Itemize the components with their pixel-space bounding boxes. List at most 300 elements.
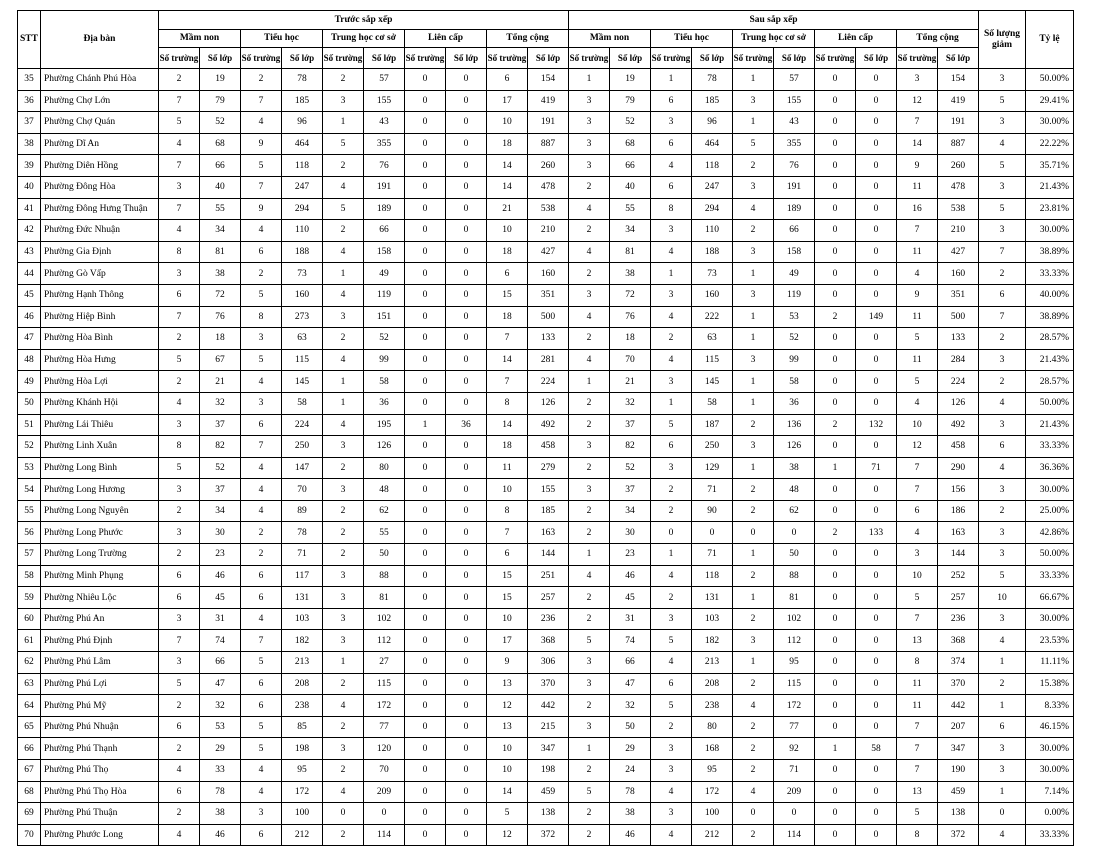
table-cell: 2 bbox=[569, 760, 610, 782]
table-cell: 155 bbox=[364, 90, 405, 112]
table-cell: 80 bbox=[364, 457, 405, 479]
table-cell: 3 bbox=[569, 112, 610, 134]
table-cell: 36 bbox=[364, 392, 405, 414]
table-cell: 0 bbox=[815, 824, 856, 846]
table-cell: 6 bbox=[651, 176, 692, 198]
table-cell: 0 bbox=[405, 630, 446, 652]
table-cell: 115 bbox=[774, 673, 815, 695]
table-cell: 2 bbox=[159, 371, 200, 393]
table-cell: 2 bbox=[733, 716, 774, 738]
table-cell: 7 bbox=[159, 306, 200, 328]
table-cell: 0 bbox=[446, 781, 487, 803]
table-row bbox=[18, 220, 1074, 242]
ward-name-cell: Phường Phú Thọ bbox=[41, 760, 159, 782]
table-cell: 0 bbox=[815, 673, 856, 695]
table-cell: 0 bbox=[446, 349, 487, 371]
table-cell: 2 bbox=[323, 69, 364, 91]
table-cell: 0 bbox=[446, 198, 487, 220]
table-cell: 4 bbox=[323, 241, 364, 263]
ward-name-cell: Phường Diên Hồng bbox=[41, 155, 159, 177]
rate-cell: 30.00% bbox=[1026, 220, 1074, 242]
ward-name-cell: Phường Linh Xuân bbox=[41, 436, 159, 458]
ward-name-cell: Phường Đông Hòa bbox=[41, 176, 159, 198]
table-cell: 46 bbox=[610, 565, 651, 587]
table-cell: 2 bbox=[159, 803, 200, 825]
table-cell: 2 bbox=[733, 414, 774, 436]
header-before: Trước sắp xếp bbox=[159, 11, 569, 30]
table-row bbox=[18, 500, 1074, 522]
table-cell: 7 bbox=[897, 608, 938, 630]
table-cell: 12 bbox=[897, 90, 938, 112]
table-cell: 2 bbox=[241, 69, 282, 91]
table-cell: 78 bbox=[282, 69, 323, 91]
table-cell: 3 bbox=[569, 133, 610, 155]
table-cell: 2 bbox=[733, 760, 774, 782]
table-cell: 0 bbox=[446, 716, 487, 738]
table-cell: 29 bbox=[200, 738, 241, 760]
row-number-cell: 64 bbox=[18, 695, 41, 717]
table-row bbox=[18, 284, 1074, 306]
table-cell: 156 bbox=[938, 479, 979, 501]
row-number-cell: 44 bbox=[18, 263, 41, 285]
table-cell: 14 bbox=[487, 781, 528, 803]
table-cell: 2 bbox=[241, 263, 282, 285]
header-after-multilevel: Liên cấp bbox=[815, 30, 897, 48]
table-cell: 4 bbox=[651, 241, 692, 263]
row-number-cell: 55 bbox=[18, 500, 41, 522]
table-cell: 7 bbox=[487, 522, 528, 544]
table-cell: 5 bbox=[159, 112, 200, 134]
table-cell: 5 bbox=[241, 738, 282, 760]
table-cell: 6 bbox=[651, 673, 692, 695]
table-cell: 2 bbox=[733, 738, 774, 760]
table-cell: 3 bbox=[323, 608, 364, 630]
table-cell: 213 bbox=[692, 652, 733, 674]
table-cell: 38 bbox=[610, 803, 651, 825]
table-cell: 459 bbox=[528, 781, 569, 803]
subheader-classes: Số lớp bbox=[856, 48, 897, 69]
header-after-total: Tổng cộng bbox=[897, 30, 979, 48]
table-cell: 1 bbox=[323, 371, 364, 393]
table-cell: 52 bbox=[364, 328, 405, 350]
ward-name-cell: Phường Hạnh Thông bbox=[41, 284, 159, 306]
rate-cell: 21.43% bbox=[1026, 414, 1074, 436]
table-cell: 198 bbox=[282, 738, 323, 760]
table-cell: 11 bbox=[897, 695, 938, 717]
table-cell: 155 bbox=[528, 479, 569, 501]
table-cell: 0 bbox=[446, 263, 487, 285]
table-cell: 3 bbox=[323, 479, 364, 501]
rate-cell: 29.41% bbox=[1026, 90, 1074, 112]
table-cell: 66 bbox=[200, 652, 241, 674]
table-cell: 189 bbox=[774, 198, 815, 220]
table-cell: 0 bbox=[405, 652, 446, 674]
table-cell: 1 bbox=[733, 263, 774, 285]
subheader-schools: Số trường bbox=[569, 48, 610, 69]
table-cell: 3 bbox=[733, 349, 774, 371]
table-row bbox=[18, 608, 1074, 630]
table-cell: 88 bbox=[364, 565, 405, 587]
table-cell: 6 bbox=[159, 565, 200, 587]
table-cell: 3 bbox=[159, 522, 200, 544]
decrease-cell: 3 bbox=[979, 760, 1026, 782]
table-cell: 126 bbox=[938, 392, 979, 414]
table-cell: 31 bbox=[610, 608, 651, 630]
table-cell: 0 bbox=[446, 241, 487, 263]
table-cell: 34 bbox=[610, 220, 651, 242]
table-cell: 3 bbox=[733, 90, 774, 112]
table-cell: 57 bbox=[364, 69, 405, 91]
table-cell: 18 bbox=[487, 133, 528, 155]
table-cell: 260 bbox=[528, 155, 569, 177]
table-cell: 2 bbox=[569, 414, 610, 436]
table-cell: 15 bbox=[487, 587, 528, 609]
row-number-cell: 54 bbox=[18, 479, 41, 501]
table-cell: 136 bbox=[774, 414, 815, 436]
ward-name-cell: Phường Lái Thiêu bbox=[41, 414, 159, 436]
table-cell: 38 bbox=[774, 457, 815, 479]
table-cell: 0 bbox=[446, 306, 487, 328]
table-cell: 0 bbox=[774, 522, 815, 544]
decrease-cell: 2 bbox=[979, 263, 1026, 285]
table-cell: 126 bbox=[528, 392, 569, 414]
table-cell: 3 bbox=[159, 608, 200, 630]
table-cell: 0 bbox=[856, 349, 897, 371]
table-cell: 117 bbox=[282, 565, 323, 587]
table-cell: 2 bbox=[569, 176, 610, 198]
table-cell: 290 bbox=[938, 457, 979, 479]
table-cell: 0 bbox=[405, 90, 446, 112]
table-cell: 66 bbox=[200, 155, 241, 177]
ward-name-cell: Phường Phước Long bbox=[41, 824, 159, 846]
table-cell: 6 bbox=[159, 781, 200, 803]
table-cell: 10 bbox=[897, 414, 938, 436]
table-row bbox=[18, 436, 1074, 458]
row-number-cell: 39 bbox=[18, 155, 41, 177]
rate-cell: 35.71% bbox=[1026, 155, 1074, 177]
table-cell: 129 bbox=[692, 457, 733, 479]
rate-cell: 40.00% bbox=[1026, 284, 1074, 306]
table-cell: 23 bbox=[610, 544, 651, 566]
table-cell: 3 bbox=[159, 263, 200, 285]
table-cell: 0 bbox=[446, 824, 487, 846]
table-cell: 11 bbox=[897, 241, 938, 263]
table-cell: 7 bbox=[241, 90, 282, 112]
table-cell: 3 bbox=[897, 544, 938, 566]
table-cell: 8 bbox=[487, 392, 528, 414]
ward-name-cell: Phường Đông Hưng Thuận bbox=[41, 198, 159, 220]
table-cell: 4 bbox=[241, 608, 282, 630]
table-cell: 0 bbox=[405, 716, 446, 738]
table-cell: 5 bbox=[159, 673, 200, 695]
subheader-schools: Số trường bbox=[815, 48, 856, 69]
table-cell: 0 bbox=[815, 69, 856, 91]
table-cell: 4 bbox=[241, 371, 282, 393]
decrease-cell: 10 bbox=[979, 587, 1026, 609]
table-cell: 224 bbox=[938, 371, 979, 393]
table-cell: 0 bbox=[446, 565, 487, 587]
table-cell: 6 bbox=[897, 500, 938, 522]
table-cell: 2 bbox=[323, 155, 364, 177]
table-cell: 0 bbox=[405, 155, 446, 177]
table-cell: 4 bbox=[323, 349, 364, 371]
decrease-cell: 1 bbox=[979, 695, 1026, 717]
table-cell: 0 bbox=[856, 241, 897, 263]
table-cell: 0 bbox=[446, 587, 487, 609]
subheader-schools: Số trường bbox=[733, 48, 774, 69]
ward-name-cell: Phường Phú Nhuận bbox=[41, 716, 159, 738]
table-cell: 17 bbox=[487, 630, 528, 652]
table-cell: 10 bbox=[487, 112, 528, 134]
table-cell: 2 bbox=[323, 673, 364, 695]
table-cell: 2 bbox=[241, 544, 282, 566]
ward-name-cell: Phường Phú Thạnh bbox=[41, 738, 159, 760]
table-cell: 0 bbox=[405, 306, 446, 328]
table-cell: 0 bbox=[405, 500, 446, 522]
table-cell: 247 bbox=[692, 176, 733, 198]
row-number-cell: 41 bbox=[18, 198, 41, 220]
table-cell: 9 bbox=[487, 652, 528, 674]
table-row bbox=[18, 90, 1074, 112]
ward-name-cell: Phường Phú Thuận bbox=[41, 803, 159, 825]
table-cell: 0 bbox=[856, 479, 897, 501]
subheader-classes: Số lớp bbox=[364, 48, 405, 69]
table-cell: 66 bbox=[364, 220, 405, 242]
table-cell: 887 bbox=[938, 133, 979, 155]
table-cell: 172 bbox=[364, 695, 405, 717]
table-cell: 7 bbox=[241, 630, 282, 652]
table-cell: 151 bbox=[364, 306, 405, 328]
row-number-cell: 60 bbox=[18, 608, 41, 630]
table-cell: 8 bbox=[159, 241, 200, 263]
decrease-cell: 1 bbox=[979, 781, 1026, 803]
table-cell: 7 bbox=[897, 716, 938, 738]
table-cell: 71 bbox=[282, 544, 323, 566]
rate-cell: 25.00% bbox=[1026, 500, 1074, 522]
table-cell: 119 bbox=[364, 284, 405, 306]
table-cell: 52 bbox=[774, 328, 815, 350]
table-cell: 2 bbox=[569, 824, 610, 846]
table-cell: 50 bbox=[610, 716, 651, 738]
table-cell: 6 bbox=[651, 436, 692, 458]
table-cell: 5 bbox=[897, 587, 938, 609]
table-cell: 3 bbox=[569, 479, 610, 501]
table-cell: 0 bbox=[815, 220, 856, 242]
table-cell: 1 bbox=[733, 652, 774, 674]
row-number-cell: 58 bbox=[18, 565, 41, 587]
ward-name-cell: Phường Dĩ An bbox=[41, 133, 159, 155]
table-cell: 2 bbox=[569, 220, 610, 242]
table-cell: 185 bbox=[692, 90, 733, 112]
table-cell: 2 bbox=[569, 392, 610, 414]
table-cell: 37 bbox=[200, 479, 241, 501]
table-cell: 12 bbox=[487, 695, 528, 717]
table-cell: 4 bbox=[159, 133, 200, 155]
table-cell: 9 bbox=[241, 198, 282, 220]
table-cell: 3 bbox=[323, 90, 364, 112]
table-cell: 1 bbox=[733, 69, 774, 91]
table-cell: 82 bbox=[610, 436, 651, 458]
decrease-cell: 2 bbox=[979, 328, 1026, 350]
subheader-classes: Số lớp bbox=[446, 48, 487, 69]
table-cell: 1 bbox=[815, 738, 856, 760]
table-cell: 260 bbox=[938, 155, 979, 177]
table-cell: 3 bbox=[323, 738, 364, 760]
table-cell: 224 bbox=[528, 371, 569, 393]
table-row bbox=[18, 328, 1074, 350]
table-cell: 5 bbox=[569, 781, 610, 803]
ward-name-cell: Phường Chợ Quán bbox=[41, 112, 159, 134]
table-cell: 112 bbox=[364, 630, 405, 652]
rate-cell: 38.89% bbox=[1026, 241, 1074, 263]
rate-cell: 22.22% bbox=[1026, 133, 1074, 155]
header-before-preschool: Mầm non bbox=[159, 30, 241, 48]
table-row bbox=[18, 263, 1074, 285]
table-cell: 10 bbox=[897, 565, 938, 587]
header-after-primary: Tiểu học bbox=[651, 30, 733, 48]
table-cell: 0 bbox=[405, 608, 446, 630]
row-number-cell: 65 bbox=[18, 716, 41, 738]
table-cell: 126 bbox=[364, 436, 405, 458]
table-cell: 3 bbox=[569, 436, 610, 458]
table-cell: 46 bbox=[200, 565, 241, 587]
table-cell: 158 bbox=[364, 241, 405, 263]
table-cell: 492 bbox=[938, 414, 979, 436]
table-cell: 3 bbox=[733, 436, 774, 458]
table-cell: 14 bbox=[897, 133, 938, 155]
table-cell: 55 bbox=[610, 198, 651, 220]
table-cell: 0 bbox=[446, 673, 487, 695]
table-cell: 79 bbox=[610, 90, 651, 112]
table-cell: 0 bbox=[446, 133, 487, 155]
decrease-cell: 6 bbox=[979, 284, 1026, 306]
table-cell: 11 bbox=[487, 457, 528, 479]
table-cell: 0 bbox=[405, 133, 446, 155]
table-cell: 133 bbox=[938, 328, 979, 350]
table-cell: 0 bbox=[815, 176, 856, 198]
table-cell: 0 bbox=[815, 436, 856, 458]
table-cell: 1 bbox=[569, 544, 610, 566]
table-row bbox=[18, 673, 1074, 695]
table-cell: 160 bbox=[282, 284, 323, 306]
ward-name-cell: Phường Long Nguyên bbox=[41, 500, 159, 522]
table-cell: 0 bbox=[405, 112, 446, 134]
table-cell: 0 bbox=[856, 500, 897, 522]
row-number-cell: 45 bbox=[18, 284, 41, 306]
table-cell: 0 bbox=[856, 69, 897, 91]
table-cell: 3 bbox=[651, 738, 692, 760]
table-cell: 188 bbox=[282, 241, 323, 263]
table-cell: 0 bbox=[733, 522, 774, 544]
row-number-cell: 37 bbox=[18, 112, 41, 134]
table-cell: 222 bbox=[692, 306, 733, 328]
table-cell: 6 bbox=[241, 824, 282, 846]
table-cell: 132 bbox=[856, 414, 897, 436]
subheader-classes: Số lớp bbox=[938, 48, 979, 69]
table-cell: 95 bbox=[282, 760, 323, 782]
table-cell: 52 bbox=[200, 457, 241, 479]
table-cell: 160 bbox=[528, 263, 569, 285]
table-cell: 250 bbox=[282, 436, 323, 458]
table-cell: 3 bbox=[651, 371, 692, 393]
table-cell: 0 bbox=[446, 69, 487, 91]
rate-cell: 28.57% bbox=[1026, 328, 1074, 350]
table-cell: 7 bbox=[159, 90, 200, 112]
table-cell: 538 bbox=[938, 198, 979, 220]
table-cell: 5 bbox=[323, 198, 364, 220]
table-cell: 92 bbox=[774, 738, 815, 760]
table-cell: 182 bbox=[282, 630, 323, 652]
table-row bbox=[18, 760, 1074, 782]
table-cell: 0 bbox=[446, 371, 487, 393]
table-cell: 4 bbox=[897, 522, 938, 544]
rate-cell: 46.15% bbox=[1026, 716, 1074, 738]
ward-name-cell: Phường Phú An bbox=[41, 608, 159, 630]
subheader-schools: Số trường bbox=[487, 48, 528, 69]
table-cell: 0 bbox=[446, 328, 487, 350]
table-body bbox=[18, 69, 1074, 846]
table-cell: 7 bbox=[159, 198, 200, 220]
row-number-cell: 53 bbox=[18, 457, 41, 479]
table-cell: 5 bbox=[241, 716, 282, 738]
table-cell: 3 bbox=[159, 479, 200, 501]
table-cell: 46 bbox=[610, 824, 651, 846]
table-cell: 207 bbox=[938, 716, 979, 738]
table-cell: 77 bbox=[774, 716, 815, 738]
table-row bbox=[18, 69, 1074, 91]
table-cell: 210 bbox=[528, 220, 569, 242]
table-cell: 0 bbox=[815, 760, 856, 782]
decrease-cell: 3 bbox=[979, 522, 1026, 544]
table-cell: 14 bbox=[487, 349, 528, 371]
table-cell: 18 bbox=[610, 328, 651, 350]
table-cell: 0 bbox=[815, 587, 856, 609]
table-cell: 172 bbox=[692, 781, 733, 803]
table-cell: 0 bbox=[405, 479, 446, 501]
ward-name-cell: Phường Hòa Bình bbox=[41, 328, 159, 350]
table-cell: 13 bbox=[897, 781, 938, 803]
subheader-schools: Số trường bbox=[651, 48, 692, 69]
subheader-classes: Số lớp bbox=[692, 48, 733, 69]
table-cell: 45 bbox=[200, 587, 241, 609]
decrease-cell: 1 bbox=[979, 652, 1026, 674]
table-cell: 15 bbox=[487, 284, 528, 306]
decrease-cell: 4 bbox=[979, 392, 1026, 414]
table-cell: 213 bbox=[282, 652, 323, 674]
table-cell: 4 bbox=[323, 414, 364, 436]
decrease-cell: 3 bbox=[979, 479, 1026, 501]
table-cell: 1 bbox=[815, 457, 856, 479]
table-cell: 0 bbox=[856, 544, 897, 566]
header-decrease: Số lượng giảm bbox=[979, 11, 1026, 69]
decrease-cell: 2 bbox=[979, 500, 1026, 522]
table-cell: 2 bbox=[815, 414, 856, 436]
table-cell: 7 bbox=[487, 371, 528, 393]
row-number-cell: 47 bbox=[18, 328, 41, 350]
table-cell: 103 bbox=[282, 608, 323, 630]
table-cell: 3 bbox=[733, 630, 774, 652]
table-cell: 190 bbox=[938, 760, 979, 782]
table-cell: 78 bbox=[692, 69, 733, 91]
table-cell: 5 bbox=[241, 652, 282, 674]
table-cell: 145 bbox=[692, 371, 733, 393]
table-cell: 48 bbox=[364, 479, 405, 501]
table-cell: 347 bbox=[528, 738, 569, 760]
rate-cell: 7.14% bbox=[1026, 781, 1074, 803]
table-cell: 8 bbox=[159, 436, 200, 458]
table-cell: 96 bbox=[282, 112, 323, 134]
table-cell: 0 bbox=[856, 565, 897, 587]
